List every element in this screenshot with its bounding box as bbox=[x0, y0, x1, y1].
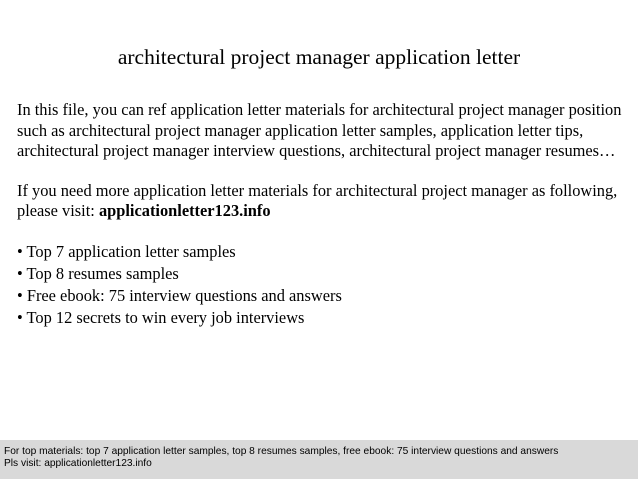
bullet-list bbox=[17, 241, 623, 329]
list-item: • Top 7 application letter samples bbox=[17, 241, 236, 261]
footer-line-materials: For top materials: top 7 application letter samples, top 8 resumes samples, free ebook: 75 interview questions and answers bbox=[4, 446, 559, 457]
more-info-text: If you need more application letter materials for architectural project manager as following, please visit: bbox=[17, 180, 618, 220]
intro-paragraph: In this file, you can ref application letter materials for architectural project manager position such as architectural project manager application letter samples, application letter tips, architectural project manager interview questions, architectural project manager resumes… bbox=[17, 100, 622, 160]
list-item: • Top 12 secrets to win every job interviews bbox=[17, 307, 305, 327]
page-title: architectural project manager application letter bbox=[117, 45, 521, 69]
list-item: • Free ebook: 75 interview questions and answers bbox=[17, 285, 342, 305]
main-content bbox=[17, 100, 623, 329]
more-info-paragraph bbox=[17, 181, 623, 222]
list-item: • Top 8 resumes samples bbox=[17, 263, 179, 283]
footer-bar bbox=[0, 440, 638, 479]
footer-line-visit: Pls visit: applicationletter123.info bbox=[4, 458, 152, 469]
website-link[interactable]: applicationletter123.info bbox=[98, 201, 271, 220]
